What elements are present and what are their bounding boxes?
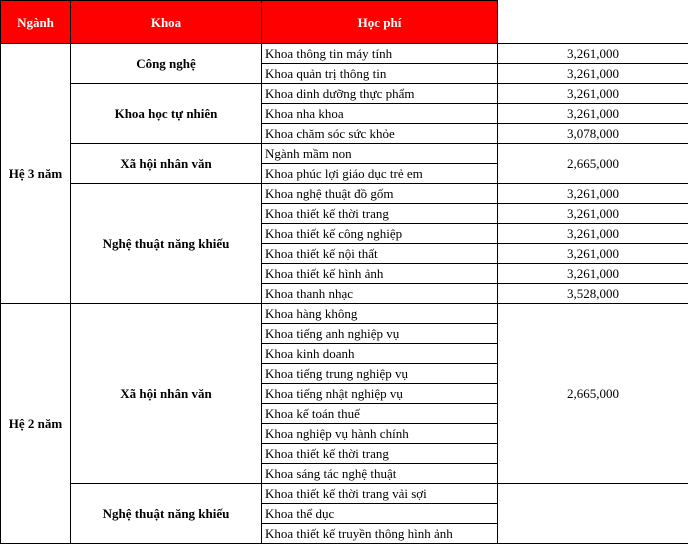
dept-name: Khoa thiết kế nội thất bbox=[262, 244, 498, 264]
fee-value: 3,261,000 bbox=[498, 264, 688, 284]
major-label: Xã hội nhân văn bbox=[71, 304, 262, 484]
dept-name: Khoa kinh doanh bbox=[262, 344, 498, 364]
dept-name: Khoa thiết kế thời trang bbox=[262, 204, 498, 224]
fee-value bbox=[498, 484, 688, 544]
fee-value: 3,261,000 bbox=[498, 184, 688, 204]
dept-name: Khoa nha khoa bbox=[262, 104, 498, 124]
header-khoa: Khoa bbox=[71, 1, 262, 44]
dept-name: Khoa chăm sóc sức khỏe bbox=[262, 124, 498, 144]
dept-name: Khoa nghệ thuật đồ gốm bbox=[262, 184, 498, 204]
dept-name: Khoa sáng tác nghệ thuật bbox=[262, 464, 498, 484]
dept-name: Khoa thông tin máy tính bbox=[262, 44, 498, 64]
table-row bbox=[1, 484, 688, 504]
table-row bbox=[1, 84, 688, 104]
header-nganh: Ngành bbox=[1, 1, 71, 44]
dept-name: Khoa thiết kế truyền thông hình ảnh bbox=[262, 524, 498, 544]
fee-value: 3,261,000 bbox=[498, 224, 688, 244]
major-label: Xã hội nhân văn bbox=[71, 144, 262, 184]
dept-name: Khoa tiếng trung nghiệp vụ bbox=[262, 364, 498, 384]
dept-name: Khoa quản trị thông tin bbox=[262, 64, 498, 84]
dept-name: Khoa kế toán thuế bbox=[262, 404, 498, 424]
fee-value: 2,665,000 bbox=[498, 144, 688, 184]
fee-value: 3,261,000 bbox=[498, 64, 688, 84]
header-row bbox=[1, 1, 688, 44]
major-label: Công nghệ bbox=[71, 44, 262, 84]
fee-value: 3,261,000 bbox=[498, 204, 688, 224]
dept-name: Khoa thiết kế công nghiệp bbox=[262, 224, 498, 244]
dept-name: Khoa thiết kế thời trang vải sợi bbox=[262, 484, 498, 504]
fee-value: 3,528,000 bbox=[498, 284, 688, 304]
fee-value: 2,665,000 bbox=[498, 304, 688, 484]
major-label: Nghệ thuật năng khiếu bbox=[71, 184, 262, 304]
dept-name: Khoa dinh dưỡng thực phẩm bbox=[262, 84, 498, 104]
dept-name: Khoa tiếng anh nghiệp vụ bbox=[262, 324, 498, 344]
table-row bbox=[1, 184, 688, 204]
dept-name: Khoa nghiệp vụ hành chính bbox=[262, 424, 498, 444]
table-row bbox=[1, 304, 688, 324]
dept-name: Khoa thể dục bbox=[262, 504, 498, 524]
table-body bbox=[1, 44, 688, 544]
dept-name: Khoa hàng không bbox=[262, 304, 498, 324]
header-hoc-phi: Học phí bbox=[262, 1, 498, 44]
fee-value: 3,261,000 bbox=[498, 44, 688, 64]
major-label: Khoa học tự nhiên bbox=[71, 84, 262, 144]
fee-value: 3,078,000 bbox=[498, 124, 688, 144]
dept-name: Khoa thiết kế thời trang bbox=[262, 444, 498, 464]
system-label: Hệ 2 năm bbox=[1, 304, 71, 544]
major-label: Nghệ thuật năng khiếu bbox=[71, 484, 262, 544]
fee-value: 3,261,000 bbox=[498, 244, 688, 264]
system-label: Hệ 3 năm bbox=[1, 44, 71, 304]
table-row bbox=[1, 44, 688, 64]
dept-name: Ngành mầm non bbox=[262, 144, 498, 164]
dept-name: Khoa thiết kế hình ảnh bbox=[262, 264, 498, 284]
fee-value: 3,261,000 bbox=[498, 104, 688, 124]
dept-name: Khoa thanh nhạc bbox=[262, 284, 498, 304]
dept-name: Khoa phúc lợi giáo dục trẻ em bbox=[262, 164, 498, 184]
fee-value: 3,261,000 bbox=[498, 84, 688, 104]
dept-name: Khoa tiếng nhật nghiệp vụ bbox=[262, 384, 498, 404]
table-row bbox=[1, 144, 688, 164]
